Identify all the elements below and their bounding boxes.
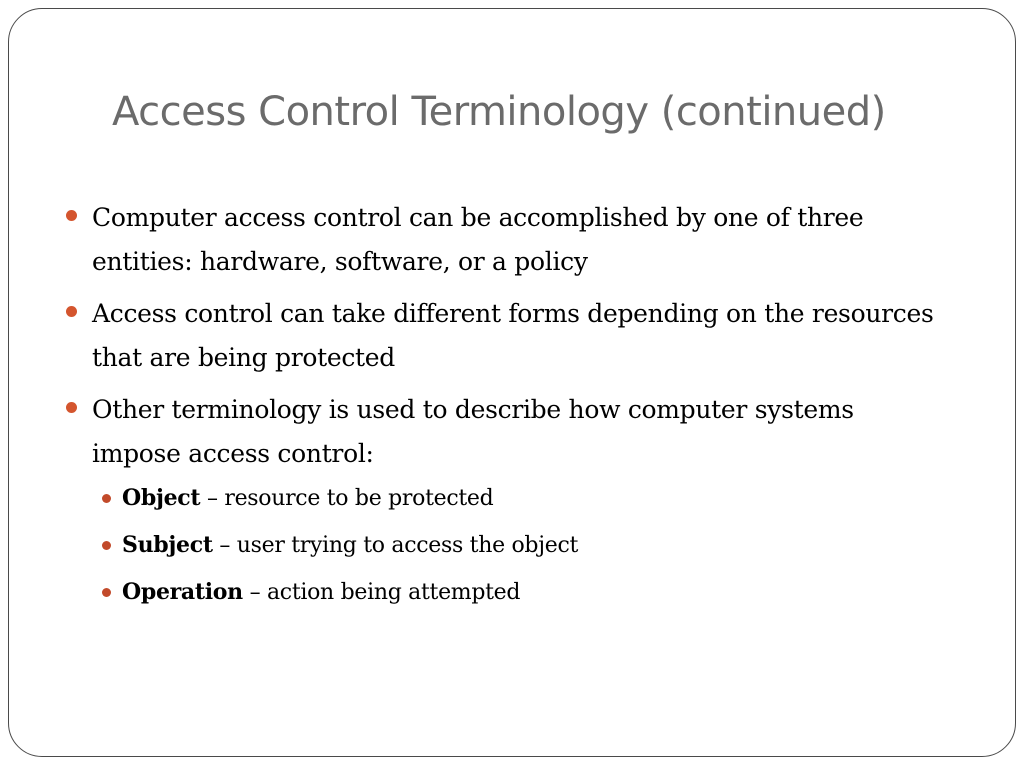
bullet-dot-icon	[66, 402, 77, 413]
term-operation: Operation	[122, 579, 243, 605]
bullet-dot-icon	[66, 210, 77, 221]
bullet-item	[62, 388, 942, 611]
sub-bullet-item	[92, 527, 942, 564]
term-object: Object	[122, 485, 201, 511]
bullet-text: Computer access control can be accomplished by one of three entities: hardware, software, or a policy	[92, 203, 864, 276]
bullet-dot-icon	[66, 306, 77, 317]
term-subject: Subject	[122, 532, 213, 558]
term-definition: – resource to be protected	[200, 486, 494, 511]
term-definition: – user trying to access the object	[212, 533, 579, 558]
bullet-item	[62, 292, 942, 380]
sub-bullet-item	[92, 574, 942, 611]
bullet-text: Other terminology is used to describe how computer systems impose access control:	[92, 395, 854, 468]
sub-bullet-dot-icon	[102, 494, 111, 503]
slide-title: Access Control Terminology (continued)	[112, 89, 886, 135]
bullet-item	[62, 196, 942, 284]
sub-bullet-item	[92, 480, 942, 517]
sub-bullet-list	[92, 480, 942, 611]
term-definition: – action being attempted	[242, 580, 521, 605]
sub-bullet-dot-icon	[102, 588, 111, 597]
sub-bullet-dot-icon	[102, 541, 111, 550]
bullet-text: Access control can take different forms depending on the resources that are being protected	[92, 299, 934, 372]
bullet-list	[62, 196, 942, 621]
